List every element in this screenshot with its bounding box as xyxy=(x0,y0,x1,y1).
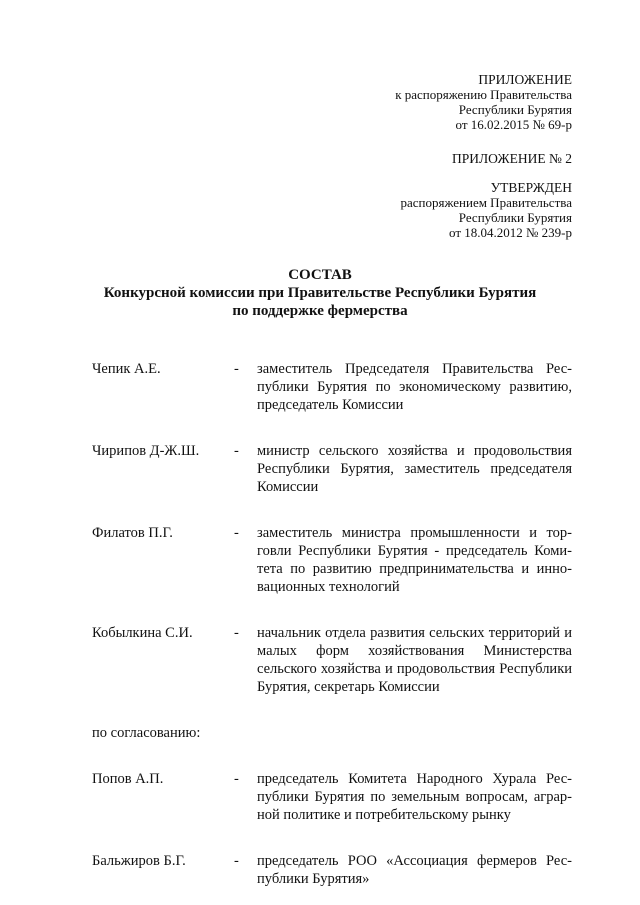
member-role: председатель Комитета Народного Хурала Республики Бурятия по земельным вопросам, аграрной политике и потребительскому рынку xyxy=(257,771,572,823)
member-role: заместитель министра промышленности и торговли Республики Бурятия - председатель Комитета по развитию предпринимательства и инновационных технологий xyxy=(257,525,572,595)
members-list xyxy=(92,360,572,888)
title-line-3: по поддержке фермерства xyxy=(232,303,408,319)
approved-line-1: распоряжением Правительства xyxy=(400,195,572,210)
member-role: министр сельского хозяйства и продовольствия Республики Бурятия, заместитель председателя Комиссии xyxy=(257,443,572,495)
member-name: Попов А.П. xyxy=(92,771,164,787)
member-role: начальник отдела развития сельских территорий и малых форм хозяйствования Министерства сельского хозяйства и продовольствия Республики Бурятия, секретарь Комиссии xyxy=(257,625,572,695)
member-dash: - xyxy=(234,361,239,377)
appendix-title: ПРИЛОЖЕНИЕ xyxy=(478,72,572,87)
member-name: Бальжиров Б.Г. xyxy=(92,853,186,869)
member-name: Чирипов Д-Ж.Ш. xyxy=(92,443,200,459)
appendix-2-title: ПРИЛОЖЕНИЕ № 2 xyxy=(451,151,572,166)
title-line-2: Конкурсной комиссии при Правительстве Республики Бурятия xyxy=(103,285,537,301)
member-dash: - xyxy=(234,525,239,541)
member-row xyxy=(92,360,572,414)
approved-header xyxy=(400,180,572,240)
member-dash: - xyxy=(234,771,239,787)
appendix-2-header xyxy=(452,151,572,166)
member-name: Филатов П.Г. xyxy=(92,525,173,541)
member-dash: - xyxy=(234,443,239,459)
approved-line-3: от 18.04.2012 № 239-р xyxy=(449,225,572,240)
appendix-header xyxy=(395,72,572,132)
member-row xyxy=(92,624,572,696)
document-title xyxy=(0,266,640,320)
member-name: Чепик А.Е. xyxy=(92,361,161,377)
member-role: председатель РОО «Ассоциация фермеров Республики Бурятия» xyxy=(257,853,572,887)
approved-title: УТВЕРЖДЕН xyxy=(490,180,572,195)
member-row xyxy=(92,524,572,596)
agreement-note: по согласованию: xyxy=(92,725,201,741)
member-dash: - xyxy=(234,625,239,641)
member-row xyxy=(92,852,572,888)
appendix-line-1: к распоряжению Правительства xyxy=(395,87,572,102)
appendix-line-3: от 16.02.2015 № 69-р xyxy=(455,117,572,132)
approved-line-2: Республики Бурятия xyxy=(458,210,572,225)
title-line-1: СОСТАВ xyxy=(288,267,352,283)
member-name: Кобылкина С.И. xyxy=(92,625,193,641)
member-role: заместитель Председателя Правительства Республики Бурятия по экономическому развитию, председатель Комиссии xyxy=(257,361,572,413)
member-row xyxy=(92,442,572,496)
member-dash: - xyxy=(234,853,239,869)
member-row xyxy=(92,770,572,824)
appendix-line-2: Республики Бурятия xyxy=(458,102,572,117)
